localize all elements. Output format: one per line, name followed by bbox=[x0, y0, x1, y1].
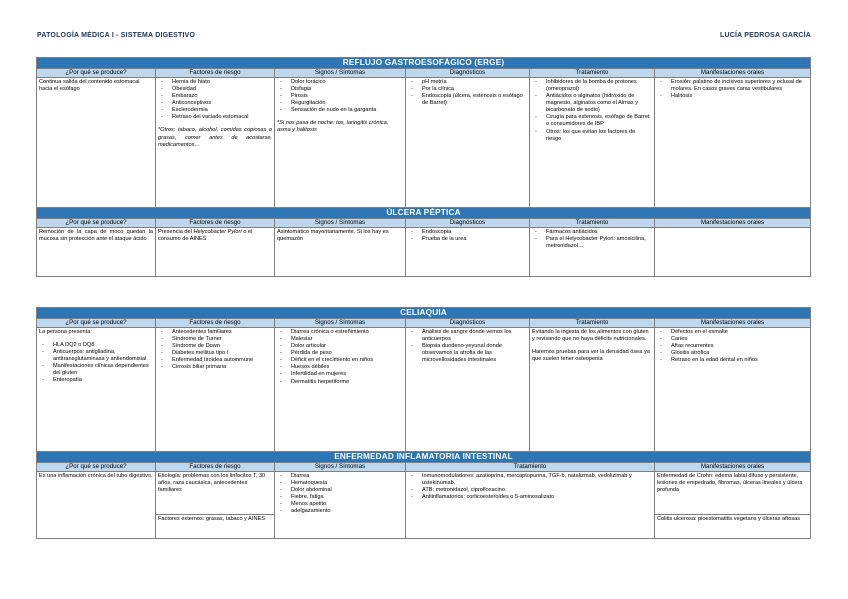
celiaquia-signos bbox=[275, 328, 406, 452]
eii-factores-externos: Factores externos: grasas, tabaco y AINES bbox=[156, 515, 275, 539]
list-item: - Cirrosis biliar primaria bbox=[172, 364, 272, 371]
erge-porque: Continua salida del contenido estomacal hacia el esófago bbox=[37, 78, 156, 208]
erge-diagnosticos bbox=[406, 78, 530, 208]
erge-tratamiento bbox=[530, 78, 655, 208]
list-item: - Déficit en el crecimiento en niños bbox=[291, 357, 403, 364]
list-item: - Para el Helycobacter Pylori: amoxicilina, metronidazol… bbox=[546, 236, 652, 250]
erge-factores bbox=[156, 78, 275, 208]
list-item: - Embarazo bbox=[172, 93, 272, 100]
list-item: - Síndrome de Turner bbox=[172, 336, 272, 343]
list-item: - Retraso del vaciado estomacal bbox=[172, 114, 272, 121]
col-header-porque: ¿Por qué se produce? bbox=[37, 319, 156, 328]
list-item: - adelgazamiento bbox=[291, 508, 403, 515]
ulcera-tratamiento bbox=[530, 228, 655, 277]
list-item: - Dolor torácico bbox=[291, 79, 403, 86]
celiaquia-factores bbox=[156, 328, 275, 452]
celiaquia-porque bbox=[37, 328, 156, 452]
document-header-left: PATOLOGÍA MÉDICA I - SISTEMA DIGESTIVO bbox=[37, 32, 196, 39]
col-header-porque: ¿Por qué se produce? bbox=[37, 219, 156, 228]
column-header-row bbox=[37, 69, 811, 78]
column-header-row bbox=[37, 319, 811, 328]
col-header-orales: Manifestaciones orales bbox=[655, 319, 811, 328]
col-header-signos: Signos / Síntomas bbox=[275, 463, 406, 472]
list-item: - Infertilidad en mujeres bbox=[291, 371, 403, 378]
list-item: - Endoscopia bbox=[422, 229, 527, 236]
list-item: - Anticonceptivos bbox=[172, 100, 272, 107]
list-item: - Biopsia duodeno-yeyunal donde observamos la atrofia de las microvellosidades intestinales bbox=[422, 343, 527, 364]
list-item: - Enfermedad tiroidea autoinmune bbox=[172, 357, 272, 364]
column-header-row bbox=[37, 463, 811, 472]
section-title-ulcera: ÚLCERA PÉPTICA bbox=[37, 208, 811, 219]
list-item: - Esclerodermia bbox=[172, 107, 272, 114]
list-item: - Síndrome de Down bbox=[172, 343, 272, 350]
list-item: - Glositis atrófica bbox=[671, 350, 808, 357]
eii-tratamiento bbox=[406, 472, 655, 539]
list-item: - Otros: los que evitan los factores de riesgo bbox=[546, 129, 652, 143]
col-header-orales: Manifestaciones orales bbox=[655, 463, 811, 472]
section-title-erge: REFLUJO GASTROESOFÁGICO (ERGE) bbox=[37, 58, 811, 69]
list-item: - Retraso en la edad dental en niños bbox=[671, 357, 808, 364]
list-item: - Disfagia bbox=[291, 86, 403, 93]
list-item: - Antiácidos o alginatos (hidróxido de magnesio, alginatos como el Almax y bicarbonato de sodio) bbox=[546, 93, 652, 114]
ulcera-orales bbox=[655, 228, 811, 277]
ulcera-factores bbox=[156, 228, 275, 277]
col-header-orales: Manifestaciones orales bbox=[655, 69, 811, 78]
list-item: - Pérdida de peso bbox=[291, 350, 403, 357]
list-item: - HLA DQ2 o DQ8 bbox=[53, 342, 153, 349]
col-header-factores: Factores de riesgo bbox=[156, 463, 275, 472]
list-item: - Cirugía para estenosis, esófago de Barret o consumidores de IBP bbox=[546, 114, 652, 128]
col-header-diagnosticos: Diagnósticos bbox=[406, 219, 530, 228]
list-item: - ATB: metronidazol, ciprofloxacino. bbox=[422, 487, 652, 494]
list-item: - Diarrea bbox=[291, 473, 403, 480]
erge-signos-note: *Si nos pasa de noche: tos, laringitis crónica, asma y halitosis bbox=[277, 120, 389, 134]
col-header-tratamiento: Tratamiento bbox=[530, 69, 655, 78]
eii-orales-colitis: Colitis ulcerosa: pioestomatitis vegetans y úlceras aftosas bbox=[655, 515, 811, 539]
celiaquia-orales bbox=[655, 328, 811, 452]
list-item: - Antecedentes familiares bbox=[172, 329, 272, 336]
list-item: - Inhibidores de la bomba de protones (omeoprazol) bbox=[546, 79, 652, 93]
list-item: - Enteropatía bbox=[53, 377, 153, 384]
col-header-porque: ¿Por qué se produce? bbox=[37, 69, 156, 78]
list-item: - Hernia de hiato bbox=[172, 79, 272, 86]
ulcera-factores-bacteria: Helycobacter Pylori bbox=[193, 228, 242, 235]
ulcera-diagnosticos bbox=[406, 228, 530, 277]
erge-row bbox=[37, 78, 811, 208]
list-item: - Dolor articular bbox=[291, 343, 403, 350]
celiaquia-tratamiento bbox=[530, 328, 655, 452]
col-header-tratamiento: Tratamiento bbox=[530, 319, 655, 328]
list-item: - pH metría bbox=[422, 79, 527, 86]
list-item: - Defectos en el esmalte bbox=[671, 329, 808, 336]
col-header-signos: Signos / Síntomas bbox=[275, 219, 406, 228]
col-header-diagnosticos: Diagnósticos bbox=[406, 69, 530, 78]
celiaquia-row bbox=[37, 328, 811, 452]
list-item: - Dolor abdominal bbox=[291, 487, 403, 494]
col-header-factores: Factores de riesgo bbox=[156, 69, 275, 78]
list-item: - Obesidad bbox=[172, 86, 272, 93]
list-item: - Anticuerpos: antigliadina, antitransglutaminasa y antiendomisial bbox=[53, 349, 153, 363]
col-header-tratamiento: Tratamiento bbox=[530, 219, 655, 228]
section-title-eii: ENFERMEDAD INFLAMATORIA INTESTINAL bbox=[37, 452, 811, 463]
list-item: - Fiebre, fatiga bbox=[291, 494, 403, 501]
eii-signos bbox=[275, 472, 406, 539]
erge-factores-note: *Otros: tabaco, alcohol, comidas copiosas o grasas, comer antes de acostarse, medicamentos… bbox=[158, 127, 272, 148]
list-item: - Endoscopia (úlcera, estenosis o esófago de Barret) bbox=[422, 93, 527, 107]
column-header-row bbox=[37, 219, 811, 228]
list-item: - Caries bbox=[671, 336, 808, 343]
table-erge-ulcera bbox=[36, 57, 811, 277]
list-item: - Malestar bbox=[291, 336, 403, 343]
col-header-signos: Signos / Síntomas bbox=[275, 319, 406, 328]
celiaquia-tratamiento-text: Evitando la ingesta de los alimentos con gluten y revisando que no haya déficits nutricionales. bbox=[532, 328, 649, 342]
col-header-factores: Factores de riesgo bbox=[156, 319, 275, 328]
ulcera-porque: Remoción de la capa de moco quedan la mucosa sin protección ante el ataque ácido bbox=[37, 228, 156, 277]
list-item: - Huesos débiles bbox=[291, 364, 403, 371]
section-title-celiaquia: CELIAQUIA bbox=[37, 308, 811, 319]
list-item: - Regurgitación bbox=[291, 100, 403, 107]
eii-orales-crohn: Enfermedad de Crohn: edema labial difuso y persistente, lesiones de empedrado, fibromas, úlceras lineales y úlcera profunda bbox=[655, 472, 811, 515]
list-item: - Inmunomoduladores: azatioprina, mercaptopurina, TGF-b, natalizmab, vedolizimab y ustekinumab. bbox=[422, 473, 652, 487]
list-item: - Diabetes mellitus tipo I bbox=[172, 350, 272, 357]
document-header-right: LUCÍA PEDROSA GARCÍA bbox=[720, 32, 811, 39]
celiaquia-diagnosticos bbox=[406, 328, 530, 452]
eii-row-1 bbox=[37, 472, 811, 515]
list-item: - Aftas recurrentes bbox=[671, 343, 808, 350]
ulcera-factores-text-end: o el consumo de AINES bbox=[158, 228, 253, 242]
list-item: - Diarrea crónica o estreñimiento bbox=[291, 329, 403, 336]
eii-factores-etiologia: Etiología: problemas con los linfocitos T, 30 años, raza caucásica, antecedentes familiares bbox=[156, 472, 275, 515]
ulcera-signos: Asintomático mayoritariamente. Si los hay es quemazón bbox=[275, 228, 406, 277]
celiaquia-porque-intro: La persona presenta: bbox=[39, 328, 92, 335]
list-item: - Menos apetito bbox=[291, 501, 403, 508]
erge-orales bbox=[655, 78, 811, 208]
list-item: - Prueba de la urea bbox=[422, 236, 527, 243]
list-item: - Por la clínica bbox=[422, 86, 527, 93]
col-header-factores: Factores de riesgo bbox=[156, 219, 275, 228]
col-header-tratamiento: Tratamiento bbox=[406, 463, 655, 472]
col-header-signos: Signos / Síntomas bbox=[275, 69, 406, 78]
ulcera-row bbox=[37, 228, 811, 277]
list-item: - Dermatitis herpetiforme bbox=[291, 379, 403, 386]
list-item: - Pirosis bbox=[291, 93, 403, 100]
list-item: - Antiinflamatorios: corticoesteroides o 5-aminosalizato bbox=[422, 494, 652, 501]
ulcera-factores-text: Presencia del bbox=[158, 228, 194, 235]
list-item: - Hematoquesia bbox=[291, 480, 403, 487]
list-item: - Halitosis bbox=[671, 93, 808, 100]
eii-porque: Es una inflamación crónica del tubo digestivo. bbox=[37, 472, 156, 539]
list-item: - Análisis de sangre donde vemos los anticuerpos bbox=[422, 329, 527, 343]
list-item: - Manifestaciones clínicas dependientes del gluten bbox=[53, 363, 153, 377]
col-header-diagnosticos: Diagnósticos bbox=[406, 319, 530, 328]
col-header-porque: ¿Por qué se produce? bbox=[37, 463, 156, 472]
list-item: - Fármacos antiácidos bbox=[546, 229, 652, 236]
col-header-orales: Manifestaciones orales bbox=[655, 219, 811, 228]
celiaquia-tratamiento-text: Haremos pruebas para ver la densidad ósea ya que suelen tener osteopenia bbox=[532, 348, 650, 362]
list-item: - Sensación de nudo en la garganta bbox=[291, 107, 403, 114]
erge-signos bbox=[275, 78, 406, 208]
list-item: - Erosión: palatino de incisivos superiores y oclusal de molares. En casos graves caras vestibulares bbox=[671, 79, 808, 93]
table-celiaquia-eii bbox=[36, 307, 811, 539]
